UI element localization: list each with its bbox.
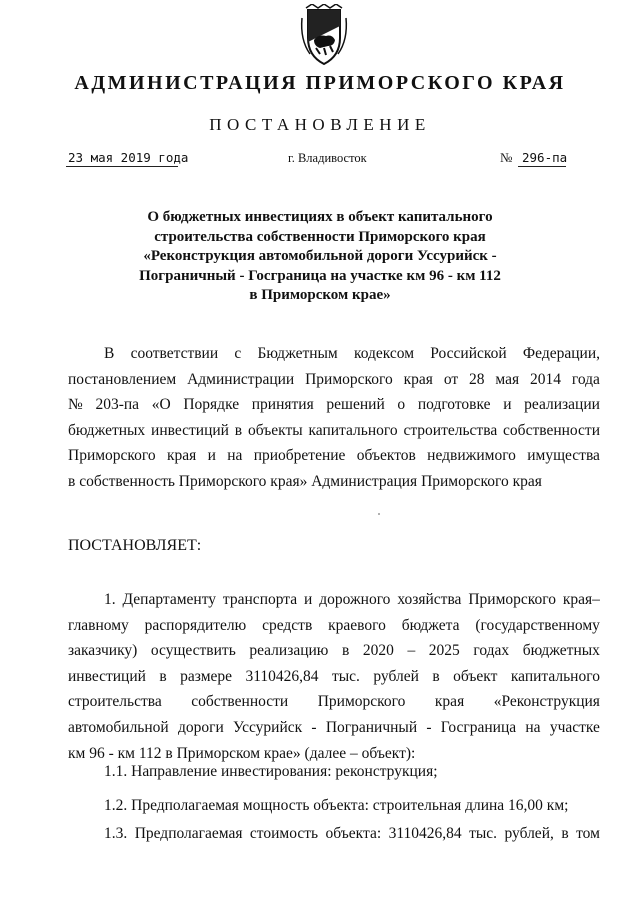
word: и: [503, 396, 512, 414]
number-sign: №: [500, 150, 513, 165]
word: средств: [262, 616, 313, 634]
word: объектов: [356, 447, 416, 465]
word: постановлением: [68, 370, 177, 388]
word: приобретение: [253, 447, 346, 465]
word: км 96 - км 112 в Приморском крае» (далее – объект):: [68, 744, 416, 762]
paragraph-line: [68, 392, 600, 418]
word: Российской: [430, 345, 507, 362]
word: заказчику): [68, 642, 138, 660]
date-underline: [66, 166, 178, 167]
subject-line: в Приморском крае»: [249, 287, 391, 303]
word: принятия: [251, 396, 314, 414]
word: инвестиций: [68, 667, 146, 685]
word: дороги: [177, 718, 224, 736]
word: Уссурийск: [233, 718, 303, 736]
paragraph-line: [68, 469, 600, 495]
word: собственности: [503, 421, 600, 439]
word: Федерации,: [522, 345, 600, 362]
word: в: [341, 642, 350, 660]
word: от: [443, 370, 459, 388]
word: Приморского: [468, 591, 556, 608]
word: тыс.: [469, 825, 498, 842]
word: 203-па: [95, 396, 140, 414]
word: 2025: [428, 642, 460, 660]
word: 3110426,84: [388, 825, 462, 842]
word: и: [304, 591, 313, 608]
document-date: 23 мая 2019 года: [68, 150, 189, 165]
word: с: [234, 345, 242, 362]
word: строительства: [403, 421, 498, 439]
word: капитального: [308, 421, 398, 439]
word: –: [407, 642, 416, 660]
paragraph-line: [68, 613, 600, 639]
word: годах: [473, 642, 510, 660]
subject-line: О бюджетных инвестициях в объект капитального: [147, 209, 493, 225]
document-subject: [90, 208, 550, 306]
word: объект: [453, 667, 498, 685]
word: Предполагаемая: [134, 825, 243, 842]
word: соответствии: [130, 345, 219, 362]
word: В: [104, 345, 115, 362]
word: на: [525, 718, 541, 736]
subject-line: строительства собственности Приморского края: [154, 228, 486, 245]
word: Приморского: [305, 370, 393, 388]
word: том: [576, 825, 600, 842]
paragraph-line: [68, 638, 600, 664]
word: Департаменту: [122, 591, 217, 608]
word: «Реконструкция: [493, 693, 600, 711]
subject-line: Пограничный - Госграница на участке км 96 - км 112: [139, 267, 501, 284]
word: в собственность Приморского края» Администрация Приморского края: [68, 472, 542, 490]
word: 3110426,84: [245, 667, 319, 685]
word: объекты: [247, 421, 303, 439]
number-underline: [518, 166, 566, 167]
word: края: [434, 693, 465, 711]
word: 2014: [529, 370, 561, 388]
paragraph-line: [68, 443, 600, 469]
word: кодексом: [353, 345, 415, 362]
word: 2020: [362, 642, 394, 660]
word: дорожного: [319, 591, 391, 608]
paragraph-line: [68, 341, 600, 367]
word: рублей: [373, 667, 419, 685]
word: недвижимого: [427, 447, 516, 465]
paragraph-line: [68, 689, 600, 715]
word: Пограничный: [325, 718, 418, 736]
word: размере: [180, 667, 233, 685]
word: бюджетных: [68, 421, 146, 439]
subclause-1-3: [104, 825, 600, 843]
subject-line: «Реконструкция автомобильной дороги Уссурийск -: [143, 248, 497, 264]
word: собственности: [191, 693, 289, 711]
word: Администрации: [187, 370, 295, 388]
word: края: [166, 447, 197, 465]
word: имущества: [527, 447, 600, 465]
word: года: [571, 370, 600, 388]
word: тыс.: [331, 667, 360, 685]
word: краевого: [328, 616, 386, 634]
word: стоимость: [249, 825, 319, 842]
word: в: [432, 667, 440, 685]
word: главному: [68, 616, 129, 634]
word: Порядке: [183, 396, 240, 414]
word: края–: [562, 591, 600, 608]
paragraph-line: [68, 664, 600, 690]
subclause-1-2: 1.2. Предполагаемая мощность объекта: строительная длина 16,00 км;: [104, 797, 569, 814]
word: и: [207, 447, 216, 465]
clause-1-paragraph: [68, 587, 600, 766]
word: 1.: [104, 591, 116, 608]
word: в: [561, 825, 569, 842]
word: Бюджетным: [257, 345, 338, 362]
organization-title: АДМИНИСТРАЦИЯ ПРИМОРСКОГО КРАЯ: [74, 72, 566, 94]
word: края: [403, 370, 433, 388]
word: -: [426, 718, 432, 736]
word: хозяйства: [397, 591, 462, 608]
word: решений: [326, 396, 385, 414]
word: 28: [469, 370, 485, 388]
word: инвестиций: [151, 421, 229, 439]
word: капитального: [510, 667, 600, 685]
document-number: 296-па: [522, 150, 568, 165]
word: строительства: [68, 693, 162, 711]
word: 1.3.: [104, 825, 128, 842]
word: на: [227, 447, 243, 465]
word: мая: [495, 370, 520, 388]
word: подготовке: [417, 396, 491, 414]
word: бюджетных: [522, 642, 600, 660]
word: Госграница: [440, 718, 517, 736]
word: рублей,: [504, 825, 554, 842]
scan-speck: [378, 513, 380, 515]
word: автомобильной: [68, 718, 169, 736]
word: «О: [151, 396, 171, 414]
word: о: [397, 396, 406, 414]
document-type: ПОСТАНОВЛЕНИЕ: [209, 115, 431, 134]
word: бюджета: [401, 616, 460, 634]
word: распорядителю: [144, 616, 247, 634]
word: -: [311, 718, 317, 736]
paragraph-line: [68, 367, 600, 393]
decree-word: ПОСТАНОВЛЯЕТ:: [68, 537, 202, 554]
word: (государственному: [475, 616, 600, 634]
subclause-1-1: 1.1. Направление инвестирования: реконструкция;: [104, 763, 438, 780]
paragraph-line: [68, 715, 600, 741]
word: участке: [549, 718, 600, 736]
coat-of-arms-icon: [298, 4, 350, 66]
word: осуществить: [150, 642, 236, 660]
word: Приморского: [68, 447, 156, 465]
word: реализацию: [249, 642, 329, 660]
preamble-paragraph: [68, 341, 600, 495]
word: транспорта: [222, 591, 298, 608]
paragraph-line: [68, 418, 600, 444]
document-city: г. Владивосток: [288, 151, 367, 165]
word: в: [159, 667, 167, 685]
word: реализации: [524, 396, 600, 414]
word: в: [234, 421, 243, 439]
word: объекта:: [325, 825, 382, 842]
paragraph-line: [68, 587, 600, 613]
word: №: [68, 396, 83, 414]
word: Приморского: [317, 693, 406, 711]
